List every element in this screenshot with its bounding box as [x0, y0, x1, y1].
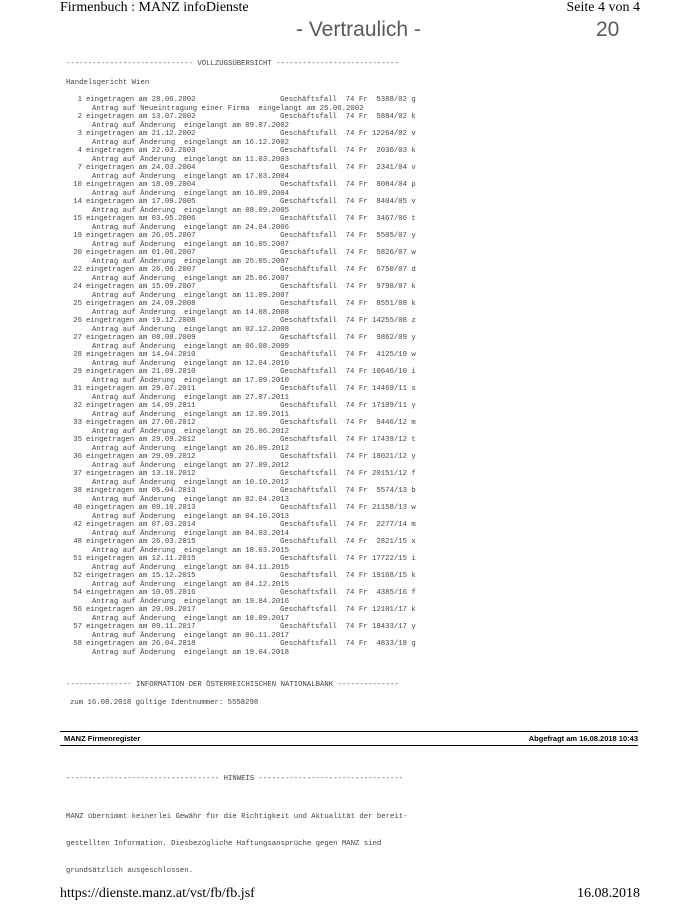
entry-date: eingetragen am 24.03.2004 — [86, 164, 196, 172]
entry-case: Geschäftsfall 74 Fr 2277/14 m — [280, 521, 416, 529]
hinweis-line: gestellten Information. Diesbezügliche Haftungsansprüche gegen MANZ sind — [66, 840, 382, 848]
entry-subline — [66, 224, 426, 233]
hinweis-text — [66, 795, 408, 885]
entry-case: Geschäftsfall 74 Fr 2036/03 k — [280, 147, 416, 155]
entry-subline — [66, 156, 426, 165]
entry-date: eingetragen am 27.06.2012 — [86, 419, 196, 427]
entry-request: Antrag auf Änderung eingelangt am 10.10.2012 — [92, 478, 290, 487]
entry-number: 15 — [73, 215, 82, 223]
entry-request: Antrag auf Änderung eingelangt am 25.05.2007 — [92, 257, 290, 266]
entry-row — [66, 232, 426, 241]
entry-number: 7 — [77, 164, 82, 172]
page-date: 16.08.2018 — [577, 886, 640, 901]
entry-row — [66, 589, 426, 598]
entry-number: 32 — [73, 402, 82, 410]
entry-request: Antrag auf Änderung eingelangt am 14.08.2008 — [92, 308, 290, 317]
entry-row — [66, 487, 426, 496]
entry-request: Antrag auf Änderung eingelangt am 04.10.2013 — [92, 512, 290, 521]
entry-date: eingetragen am 13.10.2012 — [86, 470, 196, 478]
entry-case: Geschäftsfall 74 Fr 2341/04 v — [280, 164, 416, 172]
entry-number: 10 — [73, 181, 82, 189]
entry-subline — [66, 394, 426, 403]
entry-case: Geschäftsfall 74 Fr 14469/11 s — [280, 385, 416, 393]
entry-number: 4 — [77, 147, 82, 155]
entry-subline — [66, 139, 426, 148]
entry-row — [66, 334, 426, 343]
oenb-ident: zum 16.08.2018 gültige Identnummer: 5558298 — [70, 699, 259, 707]
entry-request: Antrag auf Änderung eingelangt am 09.07.2002 — [92, 121, 290, 130]
entry-subline — [66, 275, 426, 284]
entry-request: Antrag auf Änderung eingelangt am 12.04.2010 — [92, 359, 290, 368]
entry-request: Antrag auf Änderung eingelangt am 19.04.2016 — [92, 597, 290, 606]
entry-case: Geschäftsfall 74 Fr 4385/16 f — [280, 589, 416, 597]
entry-subline — [66, 292, 426, 301]
entry-case: Geschäftsfall 74 Fr 8551/08 k — [280, 300, 416, 308]
entry-subline — [66, 615, 426, 624]
entry-case: Geschäftsfall 74 Fr 5388/02 g — [280, 96, 416, 104]
entry-subline — [66, 207, 426, 216]
vollzug-separator: ----------------------------- VOLLZUGSÜBERSICHT ---------------------------- — [66, 60, 399, 68]
entry-row — [66, 453, 426, 462]
entry-number: 56 — [73, 606, 82, 614]
entry-date: eingetragen am 29.09.2012 — [86, 436, 196, 444]
entry-row — [66, 606, 426, 615]
entry-case: Geschäftsfall 74 Fr 17722/15 i — [280, 555, 416, 563]
entry-number: 37 — [73, 470, 82, 478]
entry-row — [66, 283, 426, 292]
entry-case: Geschäftsfall 74 Fr 19168/15 k — [280, 572, 416, 580]
entry-number: 58 — [73, 640, 82, 648]
entry-date: eingetragen am 26.03.2015 — [86, 538, 196, 546]
entry-number: 19 — [73, 232, 82, 240]
entry-row — [66, 521, 426, 530]
entry-date: eingetragen am 08.08.2009 — [86, 334, 196, 342]
court-name: Handelsgericht Wien — [66, 79, 150, 87]
entry-number: 14 — [73, 198, 82, 206]
entry-row — [66, 470, 426, 479]
entry-request: Antrag auf Änderung eingelangt am 11.03.2003 — [92, 155, 290, 164]
entry-request: Antrag auf Änderung eingelangt am 02.04.2013 — [92, 495, 290, 504]
entry-date: eingetragen am 03.05.2006 — [86, 215, 196, 223]
entry-request: Antrag auf Änderung eingelangt am 16.09.2004 — [92, 189, 290, 198]
entry-row — [66, 623, 426, 632]
entry-subline — [66, 581, 426, 590]
entry-request: Antrag auf Änderung eingelangt am 12.09.2011 — [92, 410, 290, 419]
entry-row — [66, 640, 426, 649]
entry-request: Antrag auf Änderung eingelangt am 04.12.2015 — [92, 580, 290, 589]
entry-request: Antrag auf Änderung eingelangt am 24.04.2006 — [92, 223, 290, 232]
entry-row — [66, 436, 426, 445]
entry-case: Geschäftsfall 74 Fr 2821/15 x — [280, 538, 416, 546]
entry-row — [66, 164, 426, 173]
entry-case: Geschäftsfall 74 Fr 9862/09 y — [280, 334, 416, 342]
entry-case: Geschäftsfall 74 Fr 18433/17 y — [280, 623, 416, 631]
entry-subline — [66, 479, 426, 488]
entry-request: Antrag auf Änderung eingelangt am 19.04.2018 — [92, 648, 290, 657]
entry-row — [66, 249, 426, 258]
entry-subline — [66, 411, 426, 420]
entry-request: Antrag auf Änderung eingelangt am 25.06.2007 — [92, 274, 290, 283]
entry-number: 26 — [73, 317, 82, 325]
footer-bar-bottom-rule — [60, 745, 638, 746]
entry-row — [66, 385, 426, 394]
entry-date: eingetragen am 14.09.2011 — [86, 402, 196, 410]
entry-request: Antrag auf Änderung eingelangt am 11.09.2007 — [92, 291, 290, 300]
entry-request: Antrag auf Änderung eingelangt am 17.09.2010 — [92, 376, 290, 385]
entry-subline — [66, 326, 426, 335]
entry-date: eingetragen am 29.07.2011 — [86, 385, 196, 393]
entry-subline — [66, 445, 426, 454]
confidential-stamp: - Vertraulich - — [296, 18, 421, 41]
entry-request: Antrag auf Änderung eingelangt am 26.09.2012 — [92, 444, 290, 453]
entry-request: Antrag auf Änderung eingelangt am 06.11.2017 — [92, 631, 290, 640]
entry-row — [66, 555, 426, 564]
entry-subline — [66, 496, 426, 505]
entry-row — [66, 402, 426, 411]
entry-case: Geschäftsfall 74 Fr 20151/12 f — [280, 470, 416, 478]
entry-subline — [66, 241, 426, 250]
entry-number: 51 — [73, 555, 82, 563]
entry-number: 31 — [73, 385, 82, 393]
entry-number: 24 — [73, 283, 82, 291]
entry-case: Geschäftsfall 74 Fr 12101/17 k — [280, 606, 416, 614]
entry-request: Antrag auf Änderung eingelangt am 08.09.2005 — [92, 206, 290, 215]
entry-request: Antrag auf Änderung eingelangt am 02.12.2008 — [92, 325, 290, 334]
entry-row — [66, 181, 426, 190]
entry-case: Geschäftsfall 74 Fr 5505/07 y — [280, 232, 416, 240]
entry-subline — [66, 122, 426, 131]
print-header-page: Seite 4 von 4 — [566, 0, 640, 15]
entry-date: eingetragen am 05.04.2013 — [86, 487, 196, 495]
entry-date: eingetragen am 10.05.2016 — [86, 589, 196, 597]
entry-date: eingetragen am 26.06.2007 — [86, 266, 196, 274]
entry-subline — [66, 462, 426, 471]
entry-row — [66, 351, 426, 360]
entry-date: eingetragen am 09.11.2017 — [86, 623, 196, 631]
hinweis-line: MANZ übernimmt keinerlei Gewähr für die Richtigkeit und Aktualität der bereit- — [66, 813, 408, 821]
entry-case: Geschäftsfall 74 Fr 3467/06 t — [280, 215, 416, 223]
entry-subline — [66, 598, 426, 607]
entry-case: Geschäftsfall 74 Fr 21158/13 w — [280, 504, 416, 512]
entry-number: 40 — [73, 504, 82, 512]
entry-subline — [66, 377, 426, 386]
entry-request: Antrag auf Änderung eingelangt am 18.09.2017 — [92, 614, 290, 623]
entry-number: 33 — [73, 419, 82, 427]
entry-case: Geschäftsfall 74 Fr 4833/18 g — [280, 640, 416, 648]
entry-number: 57 — [73, 623, 82, 631]
entry-subline — [66, 105, 426, 114]
entry-number: 25 — [73, 300, 82, 308]
entry-row — [66, 215, 426, 224]
entry-subline — [66, 173, 426, 182]
entry-number: 29 — [73, 368, 82, 376]
entry-case: Geschäftsfall 74 Fr 12264/02 v — [280, 130, 416, 138]
entry-case: Geschäftsfall 74 Fr 17439/12 t — [280, 436, 416, 444]
entry-number: 2 — [77, 113, 82, 121]
entry-date: eingetragen am 13.07.2002 — [86, 113, 196, 121]
entry-row — [66, 317, 426, 326]
hinweis-line: grundsätzlich ausgeschlossen. — [66, 867, 193, 875]
footer-bar-right: Abgefragt am 16.08.2018 10:43 — [528, 734, 638, 743]
entry-case: Geschäftsfall 74 Fr 10646/10 i — [280, 368, 416, 376]
entry-case: Geschäftsfall 74 Fr 17109/11 y — [280, 402, 416, 410]
entry-date: eingetragen am 18.09.2004 — [86, 181, 196, 189]
entry-subline — [66, 360, 426, 369]
entry-number: 54 — [73, 589, 82, 597]
entry-request: Antrag auf Änderung eingelangt am 27.09.2012 — [92, 461, 290, 470]
entries-list — [66, 96, 426, 657]
entry-date: eingetragen am 26.05.2007 — [86, 232, 196, 240]
entry-date: eingetragen am 20.09.2017 — [86, 606, 196, 614]
entry-row — [66, 96, 426, 105]
entry-subline — [66, 632, 426, 641]
page-number: 20 — [596, 18, 620, 41]
entry-row — [66, 266, 426, 275]
entry-request: Antrag auf Änderung eingelangt am 04.11.2015 — [92, 563, 290, 572]
entry-number: 1 — [77, 96, 82, 104]
entry-case: Geschäftsfall 74 Fr 5574/13 b — [280, 487, 416, 495]
entry-date: eingetragen am 22.03.2003 — [86, 147, 196, 155]
entry-subline — [66, 309, 426, 318]
entry-subline — [66, 564, 426, 573]
entry-date: eingetragen am 15.09.2007 — [86, 283, 196, 291]
entry-number: 28 — [73, 351, 82, 359]
entry-subline — [66, 530, 426, 539]
entry-number: 42 — [73, 521, 82, 529]
entry-request: Antrag auf Änderung eingelangt am 16.05.2007 — [92, 240, 290, 249]
entry-number: 22 — [73, 266, 82, 274]
entry-row — [66, 572, 426, 581]
entry-number: 27 — [73, 334, 82, 342]
entry-number: 52 — [73, 572, 82, 580]
entry-date: eingetragen am 21.12.2002 — [86, 130, 196, 138]
entry-row — [66, 198, 426, 207]
entry-request: Antrag auf Änderung eingelangt am 27.07.2011 — [92, 393, 290, 402]
entry-row — [66, 538, 426, 547]
entry-date: eingetragen am 07.03.2014 — [86, 521, 196, 529]
entry-row — [66, 147, 426, 156]
entry-row — [66, 504, 426, 513]
entry-row — [66, 300, 426, 309]
entry-row — [66, 113, 426, 122]
entry-request: Antrag auf Änderung eingelangt am 25.06.2012 — [92, 427, 290, 436]
entry-request: Antrag auf Änderung eingelangt am 17.03.2004 — [92, 172, 290, 181]
page-url: https://dienste.manz.at/vst/fb/fb.jsf — [60, 886, 255, 901]
entry-date: eingetragen am 09.10.2013 — [86, 504, 196, 512]
entry-subline — [66, 190, 426, 199]
entry-number: 48 — [73, 538, 82, 546]
entry-row — [66, 368, 426, 377]
entry-date: eingetragen am 26.04.2018 — [86, 640, 196, 648]
entry-case: Geschäftsfall 74 Fr 6750/07 d — [280, 266, 416, 274]
entry-number: 35 — [73, 436, 82, 444]
entry-date: eingetragen am 17.09.2005 — [86, 198, 196, 206]
entry-request: Antrag auf Neueintragung einer Firma eingelangt am 25.06.2002 — [92, 104, 364, 113]
entry-case: Geschäftsfall 74 Fr 4125/10 w — [280, 351, 416, 359]
entry-request: Antrag auf Änderung eingelangt am 18.03.2015 — [92, 546, 290, 555]
entry-case: Geschäftsfall 74 Fr 5884/02 k — [280, 113, 416, 121]
print-header-title: Firmenbuch : MANZ infoDienste — [60, 0, 249, 15]
entry-date: eingetragen am 29.09.2012 — [86, 453, 196, 461]
entry-case: Geschäftsfall 74 Fr 8084/04 p — [280, 181, 416, 189]
entry-case: Geschäftsfall 74 Fr 18021/12 y — [280, 453, 416, 461]
entry-date: eingetragen am 12.11.2015 — [86, 555, 196, 563]
entry-request: Antrag auf Änderung eingelangt am 16.12.2002 — [92, 138, 290, 147]
entry-case: Geschäftsfall 74 Fr 9446/12 m — [280, 419, 416, 427]
hinweis-separator: ----------------------------------- HINWEIS --------------------------------- — [66, 775, 404, 783]
entry-subline — [66, 547, 426, 556]
entry-date: eingetragen am 28.06.2002 — [86, 96, 196, 104]
entry-subline — [66, 428, 426, 437]
entry-date: eingetragen am 19.12.2008 — [86, 317, 196, 325]
entry-request: Antrag auf Änderung eingelangt am 06.08.2009 — [92, 342, 290, 351]
entry-subline — [66, 343, 426, 352]
entry-subline — [66, 258, 426, 267]
entry-request: Antrag auf Änderung eingelangt am 04.03.2014 — [92, 529, 290, 538]
oenb-separator: --------------- INFORMATION DER ÖSTERREICHISCHEN NATIONALBANK -------------- — [66, 681, 399, 689]
entry-date: eingetragen am 01.06.2007 — [86, 249, 196, 257]
entry-number: 36 — [73, 453, 82, 461]
entry-case: Geschäftsfall 74 Fr 5826/07 w — [280, 249, 416, 257]
entry-case: Geschäftsfall 74 Fr 9798/07 k — [280, 283, 416, 291]
entry-subline — [66, 649, 426, 658]
entry-case: Geschäftsfall 74 Fr 14255/08 z — [280, 317, 416, 325]
entry-number: 3 — [77, 130, 82, 138]
entry-date: eingetragen am 21.09.2010 — [86, 368, 196, 376]
entry-date: eingetragen am 24.09.2008 — [86, 300, 196, 308]
entry-row — [66, 130, 426, 139]
entry-subline — [66, 513, 426, 522]
footer-bar-top-rule — [60, 731, 638, 732]
footer-bar-left: MANZ Firmenregister — [64, 734, 141, 743]
entry-number: 38 — [73, 487, 82, 495]
entry-date: eingetragen am 14.04.2010 — [86, 351, 196, 359]
entry-row — [66, 419, 426, 428]
entry-case: Geschäftsfall 74 Fr 8404/05 v — [280, 198, 416, 206]
entry-number: 20 — [73, 249, 82, 257]
entry-date: eingetragen am 15.12.2015 — [86, 572, 196, 580]
